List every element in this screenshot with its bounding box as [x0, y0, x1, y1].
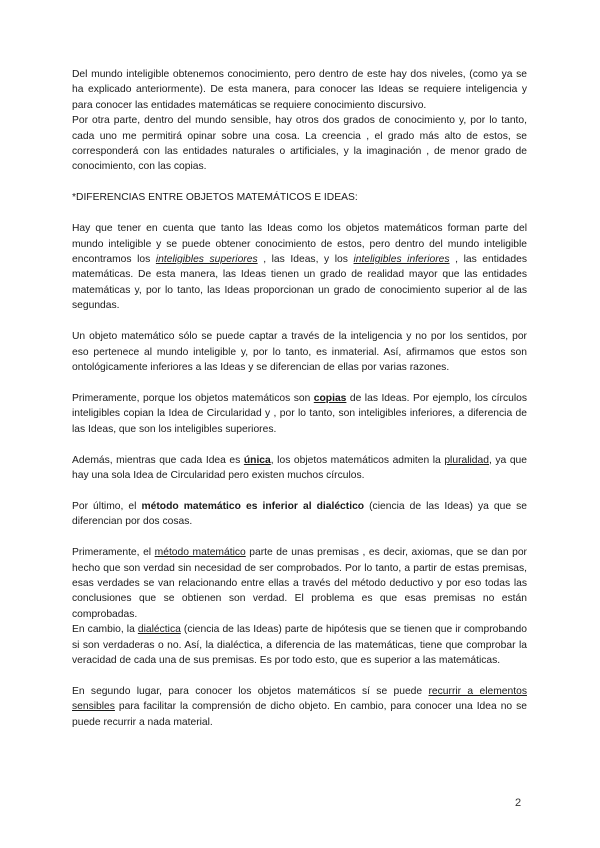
paragraph-metodo: [72, 499, 527, 530]
page-number: 2: [515, 797, 522, 809]
paragraph-metodo-matematico: [72, 545, 527, 622]
bold-term-copias: copias: [313, 392, 347, 404]
paragraph-elementos-sensibles: [72, 684, 527, 730]
underlined-term-pluralidad: pluralidad: [444, 454, 489, 466]
paragraph-dialectica: [72, 622, 527, 668]
text-run: parte de unas premisas , es decir, axiomas, que se dan por hecho que son verdad sin necesidad de ser comprobados. Por lo tanto, a partir de estas premisas, esas verdades se van relacionando entre ellas a través del método deductivo y por eso todas las conclusiones que se obtienen son verdad. El problema es que esas premisas no están comprobadas.: [72, 547, 527, 620]
underlined-term-metodo-matematico: método matemático: [154, 547, 246, 559]
text-run: Por último, el: [72, 500, 142, 512]
underlined-term-inteligibles-superiores: inteligibles superiores: [155, 254, 258, 266]
section-heading: *DIFERENCIAS ENTRE OBJETOS MATEMÁTICOS E IDEAS:: [72, 192, 358, 204]
text-run: , ya que hay una sola Idea de Circularidad pero existen muchos círculos.: [72, 454, 528, 482]
text-run: En segundo lugar, para conocer los objetos matemáticos sí se puede: [72, 686, 429, 697]
paragraph-objeto-matematico: Un objeto matemático sólo se puede captar a través de la inteligencia y no por los sentidos, por eso pertenece al mundo inteligible y, por lo tanto, es inmaterial. Así, afirmamos que estos son ontológicamente inferiores a las Ideas y se diferencian de ellas por varias razones.: [72, 331, 527, 373]
text-run: de las Ideas. Por ejemplo, los círculos inteligibles copian la Idea de Circularidad y , por lo tanto, son inteligibles inferiores, a diferencia de las Ideas, que son los inteligibles superiores.: [72, 392, 527, 435]
paragraph-copias: [72, 391, 527, 437]
text-run: , las Ideas, y los: [257, 254, 354, 266]
text-run: , las entidades matemáticas. De esta manera, las Ideas tienen un grado de realidad mayor que las entidades matemáticas y, por lo tanto, las Ideas proporcionan un grado de conocimiento superior al de las segundas.: [72, 254, 527, 312]
bold-term-unica: única: [243, 454, 271, 466]
text-run: (ciencia de las Ideas) ya que se diferencian por dos cosas.: [72, 500, 527, 528]
text-run: Primeramente, el: [72, 547, 155, 559]
text-run: En cambio, la: [72, 624, 138, 636]
paragraph-mundo-sensible: Por otra parte, dentro del mundo sensible, hay otros dos grados de conocimiento y, por lo tanto, cada uno me permitirá opinar sobre una cosa. La creencia , el grado más alto de estos, se corresponderá con las entidades naturales o artificiales, y la imaginación , de menor grado de conocimiento, con las copias.: [72, 115, 527, 173]
text-run: Además, mientras que cada Idea es: [72, 454, 244, 466]
paragraph-ideas-objetos: [72, 221, 527, 313]
text-run: , los objetos matemáticos admiten la: [270, 454, 445, 466]
paragraph-mundo-inteligible: Del mundo inteligible obtenemos conocimiento, pero dentro de este hay dos niveles, (como ya se ha explicado anteriormente). De esta manera, para conocer las Ideas se requiere inteligencia y para conocer las entidades matemáticas se requiere conocimiento discursivo.: [72, 69, 527, 111]
underlined-term-recurrir: recurrir a elementos sensibles: [72, 686, 527, 713]
paragraph-unica-pluralidad: [72, 453, 527, 484]
text-run: (ciencia de las Ideas) parte de hipótesis que se tienen que ir comprobando si son verdaderas o no. Así, la dialéctica, a diferencia de las matemáticas, tiene que comprobar la veracidad de cada una de sus premisas. Es por todo esto, que es superior a las matemáticas.: [72, 624, 528, 667]
text-run: Hay que tener en cuenta que tanto las Ideas como los objetos matemáticos forman parte del mundo inteligible y se puede obtener conocimiento de estos, pero dentro del mundo inteligible encontramos los: [72, 223, 527, 266]
underlined-term-dialectica: dialéctica: [137, 624, 181, 636]
bold-phrase-metodo-inferior: método matemático es inferior al dialéctico: [141, 500, 365, 512]
text-run: Primeramente, porque los objetos matemáticos son: [72, 392, 314, 404]
underlined-term-inteligibles-inferiores: inteligibles inferiores: [353, 254, 450, 266]
document-body: [72, 67, 527, 730]
text-run: para facilitar la comprensión de dicho objeto. En cambio, para conocer una Idea no se puede recurrir a nada material.: [72, 701, 527, 728]
